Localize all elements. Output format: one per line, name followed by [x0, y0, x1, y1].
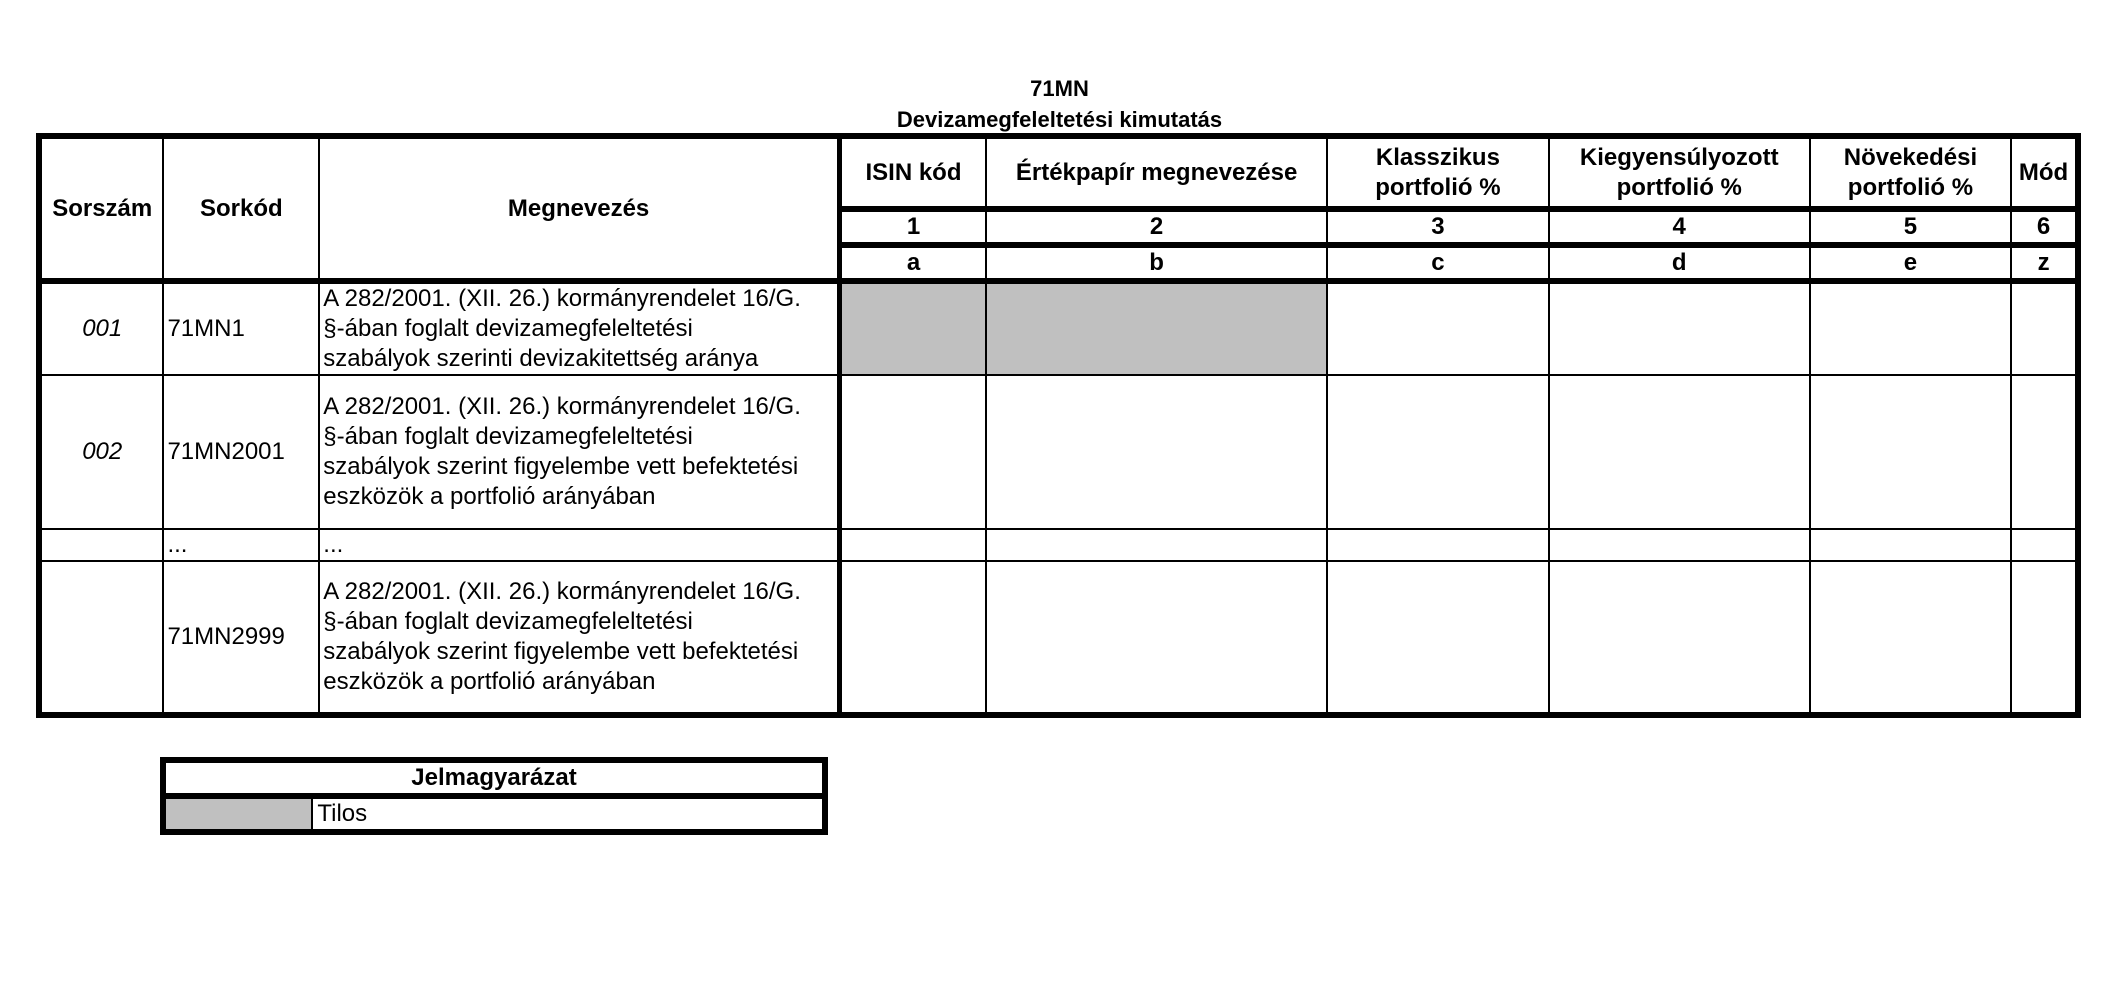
row-description — [319, 375, 839, 529]
header-letter-b: b — [986, 245, 1327, 281]
legend-swatch — [163, 796, 312, 832]
header-letter-e: e — [1810, 245, 2011, 281]
header-col-6: Mód — [2011, 136, 2078, 209]
header-num-1: 1 — [839, 209, 986, 245]
row-sorszam — [39, 529, 163, 561]
cell-forbidden — [839, 281, 986, 375]
row-sorkod: ... — [163, 529, 319, 561]
cell-mod[interactable] — [2011, 561, 2078, 715]
cell-mod[interactable] — [2011, 281, 2078, 375]
description-line: A 282/2001. (XII. 26.) kormányrendelet 16/G. — [323, 578, 801, 605]
cell-novekedesi[interactable] — [1810, 529, 2011, 561]
row-description — [319, 529, 839, 561]
header-num-4: 4 — [1549, 209, 1810, 245]
legend-item-label: Tilos — [312, 796, 825, 832]
form-code-title: 71MN — [1030, 76, 1089, 101]
row-sorkod: 71MN2001 — [163, 375, 319, 529]
row-sorszam — [39, 561, 163, 715]
header-col-5: Növekedési portfolió % — [1810, 136, 2011, 209]
report-table — [36, 133, 2081, 718]
table-row — [39, 281, 2078, 375]
header-col-1: ISIN kód — [839, 136, 986, 209]
header-megnevezes: Megnevezés — [319, 136, 839, 281]
header-col-2: Értékpapír megnevezése — [986, 136, 1327, 209]
cell-isin[interactable] — [839, 375, 986, 529]
header-letter-z: z — [2011, 245, 2078, 281]
row-description — [319, 561, 839, 715]
header-sorkod: Sorkód — [163, 136, 319, 281]
table-row — [39, 375, 2078, 529]
description-line: eszközök a portfolió arányában — [323, 483, 656, 510]
cell-klasszikus[interactable] — [1327, 561, 1549, 715]
description-line: §-ában foglalt devizamegfeleltetési — [323, 608, 693, 635]
description-line: szabályok szerint figyelembe vett befektetési — [323, 453, 799, 480]
description-line: ... — [323, 531, 344, 558]
cell-novekedesi[interactable] — [1810, 281, 2011, 375]
header-num-2: 2 — [986, 209, 1327, 245]
form-subtitle: Devizamegfeleltetési kimutatás — [896, 107, 1223, 132]
legend-title: Jelmagyarázat — [163, 760, 825, 796]
cell-ertekpapir[interactable] — [986, 529, 1327, 561]
header-sorszam: Sorszám — [39, 136, 163, 281]
header-col-3: Klasszikus portfolió % — [1327, 136, 1549, 209]
cell-kiegyensulyozott[interactable] — [1549, 561, 1810, 715]
table-row — [39, 529, 2078, 561]
description-line: eszközök a portfolió arányában — [323, 668, 656, 695]
cell-ertekpapir[interactable] — [986, 375, 1327, 529]
table-row — [39, 561, 2078, 715]
cell-klasszikus[interactable] — [1327, 281, 1549, 375]
description-line: A 282/2001. (XII. 26.) kormányrendelet 16/G. — [323, 393, 801, 420]
row-sorkod: 71MN2999 — [163, 561, 319, 715]
description-line: §-ában foglalt devizamegfeleltetési — [323, 423, 693, 450]
header-col-4: Kiegyensúlyozott portfolió % — [1549, 136, 1810, 209]
cell-novekedesi[interactable] — [1810, 561, 2011, 715]
cell-isin[interactable] — [839, 529, 986, 561]
cell-kiegyensulyozott[interactable] — [1549, 529, 1810, 561]
legend-table — [160, 757, 828, 835]
cell-klasszikus[interactable] — [1327, 375, 1549, 529]
row-sorszam: 002 — [39, 375, 163, 529]
cell-forbidden — [986, 281, 1327, 375]
description-line: A 282/2001. (XII. 26.) kormányrendelet 16/G. — [323, 285, 801, 312]
description-line: §-ában foglalt devizamegfeleltetési — [323, 315, 693, 342]
cell-isin[interactable] — [839, 561, 986, 715]
cell-kiegyensulyozott[interactable] — [1549, 281, 1810, 375]
cell-ertekpapir[interactable] — [986, 561, 1327, 715]
cell-novekedesi[interactable] — [1810, 375, 2011, 529]
description-line: szabályok szerinti devizakitettség aránya — [323, 345, 759, 372]
header-num-5: 5 — [1810, 209, 2011, 245]
description-line: szabályok szerint figyelembe vett befektetési — [323, 638, 799, 665]
header-letter-d: d — [1549, 245, 1810, 281]
header-num-3: 3 — [1327, 209, 1549, 245]
header-num-6: 6 — [2011, 209, 2078, 245]
cell-klasszikus[interactable] — [1327, 529, 1549, 561]
header-letter-a: a — [839, 245, 986, 281]
row-description — [319, 281, 839, 375]
cell-kiegyensulyozott[interactable] — [1549, 375, 1810, 529]
row-sorszam: 001 — [39, 281, 163, 375]
header-letter-c: c — [1327, 245, 1549, 281]
cell-mod[interactable] — [2011, 375, 2078, 529]
cell-mod[interactable] — [2011, 529, 2078, 561]
row-sorkod: 71MN1 — [163, 281, 319, 375]
